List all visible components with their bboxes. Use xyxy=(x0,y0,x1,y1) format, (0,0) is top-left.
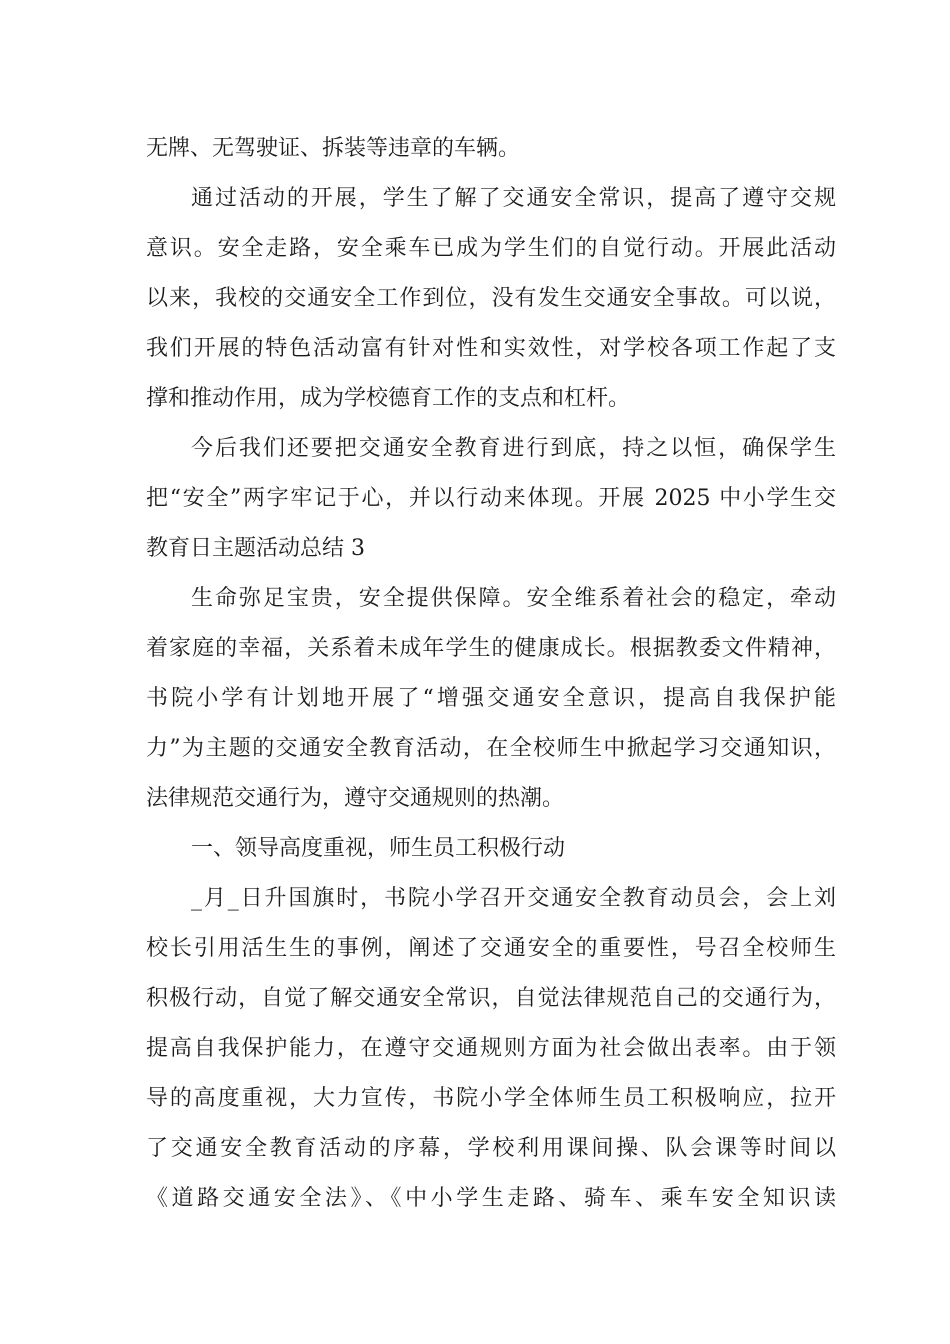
text-line: 校长引用活生生的事例，阐述了交通安全的重要性，号召全校师生 xyxy=(146,936,836,961)
paragraph-first-line: 通过活动的开展，学生了解了交通安全常识，提高了遵守交规 xyxy=(191,186,836,211)
paragraph-first-line: _月_日升国旗时，书院小学召开交通安全教育动员会，会上刘 xyxy=(191,886,836,911)
text-line: 着家庭的幸福，关系着未成年学生的健康成长。根据教委文件精神， xyxy=(146,636,836,661)
text-line: 了交通安全教育活动的序幕，学校利用课间操、队会课等时间以 xyxy=(146,1136,836,1161)
text-line: 法律规范交通行为，遵守交通规则的热潮。 xyxy=(146,786,565,811)
text-line: 积极行动，自觉了解交通安全常识，自觉法律规范自己的交通行为， xyxy=(146,986,836,1011)
text-line: 撑和推动作用，成为学校德育工作的支点和杠杆。 xyxy=(146,386,631,411)
text-line: 导的高度重视，大力宣传，书院小学全体师生员工积极响应，拉开 xyxy=(146,1086,836,1111)
text-line: 无牌、无驾驶证、拆装等违章的车辆。 xyxy=(146,136,521,161)
section-heading: 一、领导高度重视，师生员工积极行动 xyxy=(191,836,566,861)
text-line: 提高自我保护能力，在遵守交通规则方面为社会做出表率。由于领 xyxy=(146,1036,836,1061)
text-line: 书院小学有计划地开展了“增强交通安全意识，提高自我保护能 xyxy=(146,686,836,711)
text-line: 《道路交通安全法》、《中小学生走路、骑车、乘车安全知识读 xyxy=(146,1186,836,1211)
text-line: 我们开展的特色活动富有针对性和实效性，对学校各项工作起了支 xyxy=(146,336,836,361)
section-title-line: 教育日主题活动总结 3 xyxy=(146,536,365,561)
text-line: 力”为主题的交通安全教育活动，在全校师生中掀起学习交通知识， xyxy=(146,736,836,761)
text-line: 以来，我校的交通安全工作到位，没有发生交通安全事故。可以说， xyxy=(146,286,836,311)
paragraph-first-line: 今后我们还要把交通安全教育进行到底，持之以恒，确保学生 xyxy=(191,436,836,461)
text-line: 意识。安全走路，安全乘车已成为学生们的自觉行动。开展此活动 xyxy=(146,236,836,261)
paragraph-first-line: 生命弥足宝贵，安全提供保障。安全维系着社会的稳定，牵动 xyxy=(191,586,836,611)
text-line: 把“安全”两字牢记于心，并以行动来体现。开展 2025 中小学生交 xyxy=(146,486,836,511)
